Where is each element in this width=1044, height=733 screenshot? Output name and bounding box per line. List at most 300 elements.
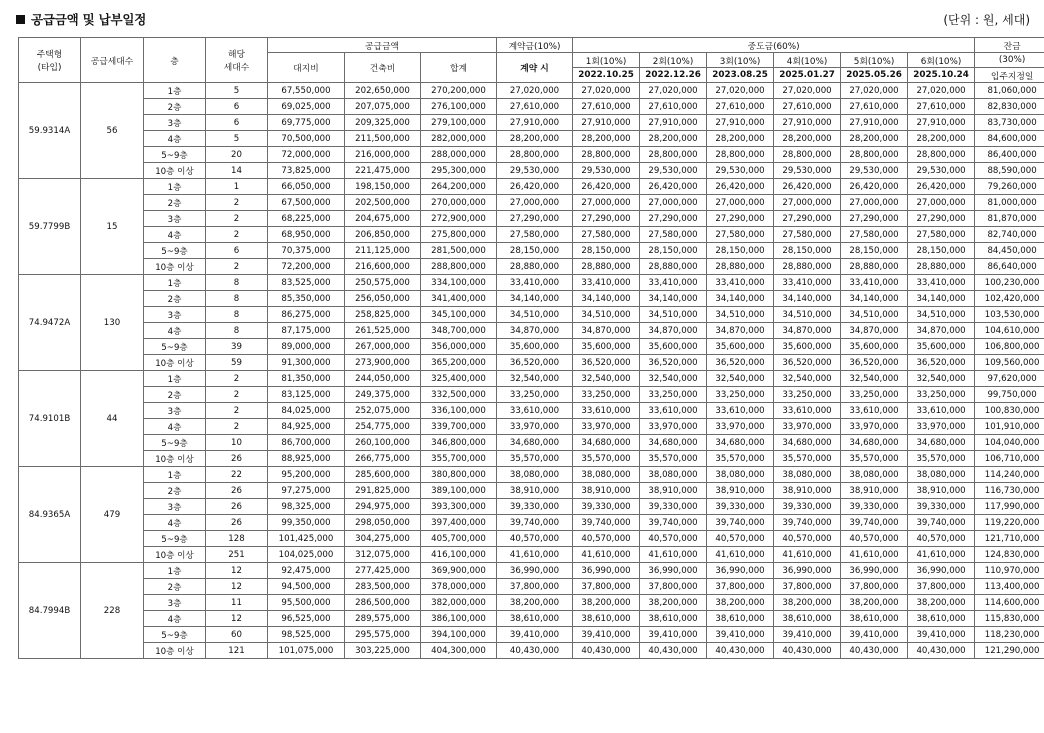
deposit-cell: 28,800,000 xyxy=(497,147,573,163)
interim-4-cell: 33,410,000 xyxy=(774,275,841,291)
interim-3-cell: 28,200,000 xyxy=(707,131,774,147)
interim-5-cell: 35,570,000 xyxy=(841,451,908,467)
deposit-cell: 27,580,000 xyxy=(497,227,573,243)
building-price-cell: 211,125,000 xyxy=(345,243,421,259)
header-date-2: 2022.12.26 xyxy=(640,68,707,83)
interim-5-cell: 27,290,000 xyxy=(841,211,908,227)
interim-1-cell: 26,420,000 xyxy=(573,179,640,195)
interim-5-cell: 28,150,000 xyxy=(841,243,908,259)
interim-4-cell: 29,530,000 xyxy=(774,163,841,179)
interim-6-cell: 28,880,000 xyxy=(908,259,975,275)
table-row xyxy=(19,499,1044,515)
interim-4-cell: 34,680,000 xyxy=(774,435,841,451)
interim-4-cell: 28,150,000 xyxy=(774,243,841,259)
floor-cell: 4층 xyxy=(144,419,206,435)
land-price-cell: 101,075,000 xyxy=(268,643,345,659)
interim-4-cell: 27,610,000 xyxy=(774,99,841,115)
units-cell: 12 xyxy=(206,579,268,595)
total-price-cell: 365,200,000 xyxy=(421,355,497,371)
interim-3-cell: 32,540,000 xyxy=(707,371,774,387)
interim-2-cell: 39,410,000 xyxy=(640,627,707,643)
interim-6-cell: 35,600,000 xyxy=(908,339,975,355)
floor-cell: 5~9층 xyxy=(144,627,206,643)
header-installment-3: 3회(10%) xyxy=(707,53,774,68)
total-price-cell: 336,100,000 xyxy=(421,403,497,419)
deposit-cell: 35,600,000 xyxy=(497,339,573,355)
floor-cell: 2층 xyxy=(144,195,206,211)
units-cell: 2 xyxy=(206,387,268,403)
deposit-cell: 34,510,000 xyxy=(497,307,573,323)
interim-4-cell: 34,870,000 xyxy=(774,323,841,339)
interim-2-cell: 28,150,000 xyxy=(640,243,707,259)
interim-5-cell: 33,250,000 xyxy=(841,387,908,403)
interim-3-cell: 27,910,000 xyxy=(707,115,774,131)
interim-3-cell: 39,410,000 xyxy=(707,627,774,643)
total-price-cell: 348,700,000 xyxy=(421,323,497,339)
land-price-cell: 97,275,000 xyxy=(268,483,345,499)
interim-3-cell: 27,020,000 xyxy=(707,83,774,99)
balance-cell: 99,750,000 xyxy=(975,387,1044,403)
land-price-cell: 72,200,000 xyxy=(268,259,345,275)
floor-cell: 3층 xyxy=(144,595,206,611)
floor-cell: 2층 xyxy=(144,579,206,595)
interim-4-cell: 32,540,000 xyxy=(774,371,841,387)
building-price-cell: 204,675,000 xyxy=(345,211,421,227)
header-total: 합계 xyxy=(421,53,497,83)
interim-1-cell: 36,990,000 xyxy=(573,563,640,579)
type-cell: 59.9314A xyxy=(19,83,81,179)
interim-1-cell: 34,680,000 xyxy=(573,435,640,451)
header-date-4: 2025.01.27 xyxy=(774,68,841,83)
header-units: 해당 세대수 xyxy=(206,38,268,83)
interim-4-cell: 28,800,000 xyxy=(774,147,841,163)
land-price-cell: 104,025,000 xyxy=(268,547,345,563)
table-row xyxy=(19,211,1044,227)
deposit-cell: 28,880,000 xyxy=(497,259,573,275)
deposit-cell: 41,610,000 xyxy=(497,547,573,563)
interim-6-cell: 36,990,000 xyxy=(908,563,975,579)
interim-2-cell: 28,200,000 xyxy=(640,131,707,147)
table-row xyxy=(19,243,1044,259)
interim-6-cell: 38,910,000 xyxy=(908,483,975,499)
page-title-text: 공급금액 및 납부일정 xyxy=(31,12,147,27)
interim-1-cell: 27,580,000 xyxy=(573,227,640,243)
deposit-cell: 34,140,000 xyxy=(497,291,573,307)
building-price-cell: 202,500,000 xyxy=(345,195,421,211)
units-cell: 60 xyxy=(206,627,268,643)
interim-3-cell: 29,530,000 xyxy=(707,163,774,179)
land-price-cell: 81,350,000 xyxy=(268,371,345,387)
balance-cell: 115,830,000 xyxy=(975,611,1044,627)
interim-3-cell: 34,680,000 xyxy=(707,435,774,451)
interim-3-cell: 39,740,000 xyxy=(707,515,774,531)
deposit-cell: 39,740,000 xyxy=(497,515,573,531)
interim-3-cell: 33,250,000 xyxy=(707,387,774,403)
balance-cell: 116,730,000 xyxy=(975,483,1044,499)
table-row xyxy=(19,387,1044,403)
deposit-cell: 36,990,000 xyxy=(497,563,573,579)
units-cell: 8 xyxy=(206,307,268,323)
interim-6-cell: 39,410,000 xyxy=(908,627,975,643)
interim-6-cell: 36,520,000 xyxy=(908,355,975,371)
interim-1-cell: 33,250,000 xyxy=(573,387,640,403)
land-price-cell: 66,050,000 xyxy=(268,179,345,195)
table-row xyxy=(19,355,1044,371)
total-price-cell: 341,400,000 xyxy=(421,291,497,307)
building-price-cell: 291,825,000 xyxy=(345,483,421,499)
building-price-cell: 249,375,000 xyxy=(345,387,421,403)
header-date-1: 2022.10.25 xyxy=(573,68,640,83)
total-price-cell: 356,000,000 xyxy=(421,339,497,355)
land-price-cell: 94,500,000 xyxy=(268,579,345,595)
interim-6-cell: 33,250,000 xyxy=(908,387,975,403)
interim-6-cell: 27,020,000 xyxy=(908,83,975,99)
deposit-cell: 34,680,000 xyxy=(497,435,573,451)
total-price-cell: 270,200,000 xyxy=(421,83,497,99)
units-cell: 8 xyxy=(206,323,268,339)
deposit-cell: 33,410,000 xyxy=(497,275,573,291)
table-row xyxy=(19,531,1044,547)
interim-4-cell: 34,510,000 xyxy=(774,307,841,323)
interim-3-cell: 27,290,000 xyxy=(707,211,774,227)
building-price-cell: 261,525,000 xyxy=(345,323,421,339)
header-balance-pct: (30%) xyxy=(975,53,1044,68)
interim-3-cell: 38,910,000 xyxy=(707,483,774,499)
table-row xyxy=(19,83,1044,99)
units-cell: 2 xyxy=(206,211,268,227)
floor-cell: 3층 xyxy=(144,211,206,227)
interim-6-cell: 27,610,000 xyxy=(908,99,975,115)
land-price-cell: 69,025,000 xyxy=(268,99,345,115)
total-price-cell: 295,300,000 xyxy=(421,163,497,179)
interim-5-cell: 33,610,000 xyxy=(841,403,908,419)
interim-4-cell: 27,000,000 xyxy=(774,195,841,211)
balance-cell: 114,600,000 xyxy=(975,595,1044,611)
total-price-cell: 386,100,000 xyxy=(421,611,497,627)
interim-5-cell: 34,680,000 xyxy=(841,435,908,451)
floor-cell: 2층 xyxy=(144,291,206,307)
building-price-cell: 256,050,000 xyxy=(345,291,421,307)
interim-5-cell: 38,910,000 xyxy=(841,483,908,499)
table-row xyxy=(19,515,1044,531)
interim-4-cell: 28,880,000 xyxy=(774,259,841,275)
balance-cell: 86,640,000 xyxy=(975,259,1044,275)
header-building: 건축비 xyxy=(345,53,421,83)
table-row xyxy=(19,451,1044,467)
balance-cell: 86,400,000 xyxy=(975,147,1044,163)
interim-1-cell: 35,600,000 xyxy=(573,339,640,355)
total-price-cell: 393,300,000 xyxy=(421,499,497,515)
balance-cell: 100,830,000 xyxy=(975,403,1044,419)
table-row xyxy=(19,275,1044,291)
interim-1-cell: 33,970,000 xyxy=(573,419,640,435)
total-price-cell: 264,200,000 xyxy=(421,179,497,195)
land-price-cell: 98,325,000 xyxy=(268,499,345,515)
table-row xyxy=(19,547,1044,563)
interim-2-cell: 32,540,000 xyxy=(640,371,707,387)
floor-cell: 1층 xyxy=(144,83,206,99)
land-price-cell: 83,525,000 xyxy=(268,275,345,291)
table-row xyxy=(19,483,1044,499)
interim-6-cell: 34,140,000 xyxy=(908,291,975,307)
interim-4-cell: 41,610,000 xyxy=(774,547,841,563)
interim-2-cell: 38,610,000 xyxy=(640,611,707,627)
interim-1-cell: 28,880,000 xyxy=(573,259,640,275)
header-date-6: 2025.10.24 xyxy=(908,68,975,83)
interim-6-cell: 38,200,000 xyxy=(908,595,975,611)
balance-cell: 103,530,000 xyxy=(975,307,1044,323)
table-row xyxy=(19,595,1044,611)
interim-2-cell: 35,600,000 xyxy=(640,339,707,355)
building-price-cell: 294,975,000 xyxy=(345,499,421,515)
land-price-cell: 68,225,000 xyxy=(268,211,345,227)
balance-cell: 104,040,000 xyxy=(975,435,1044,451)
land-price-cell: 85,350,000 xyxy=(268,291,345,307)
interim-1-cell: 33,610,000 xyxy=(573,403,640,419)
interim-2-cell: 34,510,000 xyxy=(640,307,707,323)
interim-1-cell: 38,200,000 xyxy=(573,595,640,611)
interim-2-cell: 33,410,000 xyxy=(640,275,707,291)
building-price-cell: 198,150,000 xyxy=(345,179,421,195)
deposit-cell: 40,430,000 xyxy=(497,643,573,659)
interim-4-cell: 26,420,000 xyxy=(774,179,841,195)
land-price-cell: 70,375,000 xyxy=(268,243,345,259)
table-row xyxy=(19,131,1044,147)
interim-2-cell: 40,430,000 xyxy=(640,643,707,659)
building-price-cell: 252,075,000 xyxy=(345,403,421,419)
interim-1-cell: 34,140,000 xyxy=(573,291,640,307)
balance-cell: 97,620,000 xyxy=(975,371,1044,387)
interim-5-cell: 27,580,000 xyxy=(841,227,908,243)
land-price-cell: 84,925,000 xyxy=(268,419,345,435)
interim-4-cell: 38,910,000 xyxy=(774,483,841,499)
interim-3-cell: 35,570,000 xyxy=(707,451,774,467)
interim-6-cell: 27,290,000 xyxy=(908,211,975,227)
units-cell: 8 xyxy=(206,291,268,307)
interim-6-cell: 29,530,000 xyxy=(908,163,975,179)
interim-5-cell: 27,000,000 xyxy=(841,195,908,211)
units-cell: 6 xyxy=(206,243,268,259)
interim-4-cell: 39,410,000 xyxy=(774,627,841,643)
interim-5-cell: 34,870,000 xyxy=(841,323,908,339)
interim-5-cell: 41,610,000 xyxy=(841,547,908,563)
interim-1-cell: 28,200,000 xyxy=(573,131,640,147)
interim-4-cell: 38,200,000 xyxy=(774,595,841,611)
header-balance: 잔금 xyxy=(975,38,1044,53)
deposit-cell: 29,530,000 xyxy=(497,163,573,179)
interim-1-cell: 39,410,000 xyxy=(573,627,640,643)
balance-cell: 81,060,000 xyxy=(975,83,1044,99)
balance-cell: 121,710,000 xyxy=(975,531,1044,547)
units-cell: 2 xyxy=(206,195,268,211)
building-price-cell: 298,050,000 xyxy=(345,515,421,531)
interim-1-cell: 27,290,000 xyxy=(573,211,640,227)
interim-2-cell: 41,610,000 xyxy=(640,547,707,563)
balance-cell: 101,910,000 xyxy=(975,419,1044,435)
interim-3-cell: 33,410,000 xyxy=(707,275,774,291)
interim-1-cell: 36,520,000 xyxy=(573,355,640,371)
total-price-cell: 288,000,000 xyxy=(421,147,497,163)
interim-5-cell: 36,520,000 xyxy=(841,355,908,371)
units-cell: 2 xyxy=(206,227,268,243)
interim-1-cell: 34,510,000 xyxy=(573,307,640,323)
interim-3-cell: 35,600,000 xyxy=(707,339,774,355)
deposit-cell: 39,410,000 xyxy=(497,627,573,643)
interim-6-cell: 26,420,000 xyxy=(908,179,975,195)
interim-3-cell: 36,520,000 xyxy=(707,355,774,371)
building-price-cell: 303,225,000 xyxy=(345,643,421,659)
supply-units-cell: 56 xyxy=(81,83,144,179)
interim-4-cell: 37,800,000 xyxy=(774,579,841,595)
type-cell: 59.7799B xyxy=(19,179,81,275)
land-price-cell: 99,350,000 xyxy=(268,515,345,531)
units-cell: 6 xyxy=(206,99,268,115)
interim-6-cell: 39,740,000 xyxy=(908,515,975,531)
interim-1-cell: 27,020,000 xyxy=(573,83,640,99)
building-price-cell: 286,500,000 xyxy=(345,595,421,611)
table-row xyxy=(19,227,1044,243)
type-cell: 84.7994B xyxy=(19,563,81,659)
interim-5-cell: 26,420,000 xyxy=(841,179,908,195)
floor-cell: 10층 이상 xyxy=(144,547,206,563)
header-deposit-when: 계약 시 xyxy=(497,53,573,83)
building-price-cell: 258,825,000 xyxy=(345,307,421,323)
interim-2-cell: 39,740,000 xyxy=(640,515,707,531)
deposit-cell: 34,870,000 xyxy=(497,323,573,339)
header-date-5: 2025.05.26 xyxy=(841,68,908,83)
floor-cell: 10층 이상 xyxy=(144,643,206,659)
building-price-cell: 202,650,000 xyxy=(345,83,421,99)
building-price-cell: 295,575,000 xyxy=(345,627,421,643)
interim-6-cell: 39,330,000 xyxy=(908,499,975,515)
floor-cell: 4층 xyxy=(144,131,206,147)
total-price-cell: 339,700,000 xyxy=(421,419,497,435)
balance-cell: 119,220,000 xyxy=(975,515,1044,531)
land-price-cell: 68,950,000 xyxy=(268,227,345,243)
header-deposit: 계약금(10%) xyxy=(497,38,573,53)
interim-5-cell: 39,330,000 xyxy=(841,499,908,515)
interim-1-cell: 29,530,000 xyxy=(573,163,640,179)
interim-6-cell: 34,510,000 xyxy=(908,307,975,323)
deposit-cell: 35,570,000 xyxy=(497,451,573,467)
interim-1-cell: 37,800,000 xyxy=(573,579,640,595)
interim-6-cell: 38,080,000 xyxy=(908,467,975,483)
interim-3-cell: 28,800,000 xyxy=(707,147,774,163)
interim-2-cell: 28,800,000 xyxy=(640,147,707,163)
floor-cell: 5~9층 xyxy=(144,531,206,547)
floor-cell: 10층 이상 xyxy=(144,451,206,467)
land-price-cell: 73,825,000 xyxy=(268,163,345,179)
header-date-3: 2023.08.25 xyxy=(707,68,774,83)
interim-2-cell: 38,910,000 xyxy=(640,483,707,499)
supply-units-cell: 15 xyxy=(81,179,144,275)
deposit-cell: 26,420,000 xyxy=(497,179,573,195)
total-price-cell: 282,000,000 xyxy=(421,131,497,147)
balance-cell: 121,290,000 xyxy=(975,643,1044,659)
land-price-cell: 89,000,000 xyxy=(268,339,345,355)
interim-5-cell: 33,970,000 xyxy=(841,419,908,435)
interim-4-cell: 34,140,000 xyxy=(774,291,841,307)
floor-cell: 2층 xyxy=(144,483,206,499)
interim-5-cell: 36,990,000 xyxy=(841,563,908,579)
table-row xyxy=(19,419,1044,435)
supply-units-cell: 130 xyxy=(81,275,144,371)
interim-2-cell: 38,200,000 xyxy=(640,595,707,611)
interim-5-cell: 37,800,000 xyxy=(841,579,908,595)
table-row xyxy=(19,195,1044,211)
interim-5-cell: 33,410,000 xyxy=(841,275,908,291)
header-supply-units: 공급세대수 xyxy=(81,38,144,83)
land-price-cell: 69,775,000 xyxy=(268,115,345,131)
floor-cell: 1층 xyxy=(144,179,206,195)
floor-cell: 5~9층 xyxy=(144,243,206,259)
units-cell: 5 xyxy=(206,83,268,99)
land-price-cell: 67,550,000 xyxy=(268,83,345,99)
interim-1-cell: 40,570,000 xyxy=(573,531,640,547)
interim-4-cell: 39,330,000 xyxy=(774,499,841,515)
land-price-cell: 96,525,000 xyxy=(268,611,345,627)
building-price-cell: 206,850,000 xyxy=(345,227,421,243)
land-price-cell: 72,000,000 xyxy=(268,147,345,163)
table-row xyxy=(19,323,1044,339)
interim-4-cell: 40,430,000 xyxy=(774,643,841,659)
floor-cell: 5~9층 xyxy=(144,147,206,163)
interim-3-cell: 36,990,000 xyxy=(707,563,774,579)
deposit-cell: 33,610,000 xyxy=(497,403,573,419)
supply-units-cell: 44 xyxy=(81,371,144,467)
interim-1-cell: 28,150,000 xyxy=(573,243,640,259)
header-land: 대지비 xyxy=(268,53,345,83)
interim-6-cell: 32,540,000 xyxy=(908,371,975,387)
table-row xyxy=(19,403,1044,419)
total-price-cell: 272,900,000 xyxy=(421,211,497,227)
interim-5-cell: 38,080,000 xyxy=(841,467,908,483)
interim-5-cell: 27,020,000 xyxy=(841,83,908,99)
building-price-cell: 285,600,000 xyxy=(345,467,421,483)
interim-2-cell: 40,570,000 xyxy=(640,531,707,547)
deposit-cell: 27,610,000 xyxy=(497,99,573,115)
interim-3-cell: 39,330,000 xyxy=(707,499,774,515)
table-row xyxy=(19,579,1044,595)
interim-3-cell: 33,610,000 xyxy=(707,403,774,419)
floor-cell: 1층 xyxy=(144,467,206,483)
building-price-cell: 289,575,000 xyxy=(345,611,421,627)
building-price-cell: 216,600,000 xyxy=(345,259,421,275)
interim-1-cell: 28,800,000 xyxy=(573,147,640,163)
building-price-cell: 221,475,000 xyxy=(345,163,421,179)
floor-cell: 3층 xyxy=(144,403,206,419)
header-interim: 중도금(60%) xyxy=(573,38,975,53)
units-cell: 10 xyxy=(206,435,268,451)
interim-3-cell: 37,800,000 xyxy=(707,579,774,595)
floor-cell: 10층 이상 xyxy=(144,259,206,275)
interim-2-cell: 33,610,000 xyxy=(640,403,707,419)
land-price-cell: 67,500,000 xyxy=(268,195,345,211)
interim-1-cell: 38,080,000 xyxy=(573,467,640,483)
interim-5-cell: 39,410,000 xyxy=(841,627,908,643)
floor-cell: 4층 xyxy=(144,323,206,339)
type-cell: 74.9101B xyxy=(19,371,81,467)
total-price-cell: 389,100,000 xyxy=(421,483,497,499)
building-price-cell: 283,500,000 xyxy=(345,579,421,595)
total-price-cell: 369,900,000 xyxy=(421,563,497,579)
floor-cell: 3층 xyxy=(144,307,206,323)
table-row xyxy=(19,339,1044,355)
table-row xyxy=(19,467,1044,483)
interim-2-cell: 33,970,000 xyxy=(640,419,707,435)
total-price-cell: 270,000,000 xyxy=(421,195,497,211)
units-cell: 59 xyxy=(206,355,268,371)
